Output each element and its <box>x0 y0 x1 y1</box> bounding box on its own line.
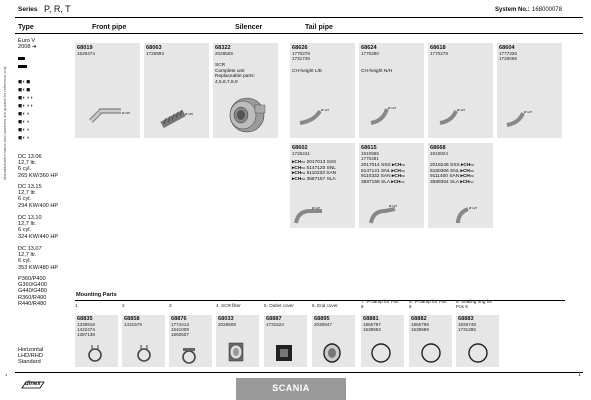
euro-class: Euro V <box>18 38 36 44</box>
column-tail-pipe: Tail pipe <box>305 24 333 31</box>
flex-pipe-drawing <box>144 43 209 138</box>
column-type: Type <box>18 24 34 31</box>
part-card[interactable]: 68618 1770279 Ø 127 <box>428 43 493 138</box>
part-card[interactable]: 68604 1777326 1726066 Ø 127 <box>497 43 562 138</box>
mounting-item[interactable]: 5. Outlet cover <box>264 303 294 308</box>
left-page-mark: 1 <box>5 372 8 377</box>
v-clamp-icon <box>361 315 404 367</box>
mounting-item[interactable]: 3 <box>169 303 172 308</box>
svg-text:Ø 127: Ø 127 <box>457 108 466 112</box>
tail-pipe-drawing <box>497 43 562 138</box>
scr-filter-icon <box>216 315 259 367</box>
mounting-card[interactable]: 68883 1926748 1731285 <box>456 315 499 367</box>
part-card[interactable]: 68615 1910965 1770281 2017014 SSS ▸CHno 5147121 SNL ▸CHno 9110332 SAN ▸CHno 3587158 SLA ▸CHno Ø 127 <box>359 143 424 228</box>
system-number: 168000078 <box>532 7 563 13</box>
mounting-card[interactable]: 68835 1339918 1422474 1387138 <box>75 315 118 367</box>
svg-text:Ø 127: Ø 127 <box>469 206 478 210</box>
mounting-card[interactable]: 68858 1431579 <box>122 315 165 367</box>
mounting-card[interactable]: 68895 2030947 <box>312 315 355 367</box>
footer-rule <box>15 372 583 373</box>
svg-text:Ø 127: Ø 127 <box>389 204 398 208</box>
cross-ref-table: ▸CHno 2017013 SSS ▸CHno 5147120 SNL ▸CHno 9110333 SAN ▸CHno 3587157 SLA <box>292 160 337 182</box>
engine-2: DC 13.15 12,7 ltr. 6 cyl. 294 KW/400 HP <box>18 184 59 209</box>
header-rule <box>15 17 583 18</box>
column-front-pipe: Front pipe <box>92 24 127 31</box>
engine-3: DC 13.10 12,7 ltr. 6 cyl. 324 KW/440 HP <box>18 215 59 240</box>
mounting-item[interactable]: 4. SCR filter <box>216 303 241 308</box>
engine-1-model: DC 13.06 <box>18 154 42 160</box>
engine-1: DC 13.06 12,7 ltr. 6 cyl. 265 KW/360 HP <box>18 154 59 179</box>
side-note: Manufacturers name and numbers are quoted for reference only <box>2 66 7 180</box>
engine-4: DC 13.07 12,7 ltr. 6 cyl. 353 KW/480 HP <box>18 246 59 271</box>
outlet-cover-icon <box>264 315 307 367</box>
mounting-title: Mounting Parts <box>76 292 117 298</box>
part-card[interactable]: 68626 1770278 1731736 CH-height L/E Ø 127 <box>290 43 355 138</box>
silencer-drawing <box>213 43 278 138</box>
tail-pipe-drawing <box>428 143 493 228</box>
orientation: Horizontal LHD/RHD Standard <box>18 347 44 366</box>
mounting-card[interactable]: 68882 1865798 1538689 <box>409 315 452 367</box>
cross-ref-table: 2017014 SSS ▸CHno 5147121 SNL ▸CHno 9110332 SAN ▸CHno 3587158 SLA ▸CHno <box>361 163 406 185</box>
part-card[interactable]: 68602 1726241 ▸CHno 2017013 SSS ▸CHno 5147120 SNL ▸CHno 9110333 SAN ▸CHno 3587157 SLA Ø 127 <box>290 143 355 228</box>
clamp-icon <box>122 315 165 367</box>
svg-text:Ø 127: Ø 127 <box>524 110 533 114</box>
svg-text:Ø 127: Ø 127 <box>388 106 397 110</box>
mounting-card[interactable]: 68887 1731524 <box>264 315 307 367</box>
tail-pipe-drawing <box>359 143 424 228</box>
mounting-item[interactable]: 7. V-clamp for Pos 6 <box>361 299 399 310</box>
mounting-card[interactable]: 68881 1865797 1538692 <box>361 315 404 367</box>
vehicle-icons: ◼◐◼ ◼◐◼ ◼◐◑◑ ◼◐◑◑ ◼◐◑ ◼◐◑ ◼◐◑ ◼◐◑ <box>18 55 48 145</box>
mounting-card[interactable]: 68033 2028509 <box>216 315 259 367</box>
svg-text:Ø 115: Ø 115 <box>185 112 193 116</box>
vehicle-models: P360/P400 G360/G400 G440/G480 R360/R400 R440/R480 <box>18 276 47 307</box>
svg-text:Ø 127: Ø 127 <box>312 206 321 210</box>
page-number: 1 <box>578 372 581 378</box>
sealing-ring-icon <box>456 315 499 367</box>
svg-text:Ø 115: Ø 115 <box>122 111 130 115</box>
mounting-item[interactable]: 1 <box>75 303 78 308</box>
cross-ref-table: 2018246 SSS ▸CHno 5150366 SNL ▸CHno 9111400 SAN ▸CHno 3589354 SLA ▸CHno <box>430 163 475 185</box>
svg-text:Ø 127: Ø 127 <box>321 108 330 112</box>
part-card[interactable]: 68668 1910824 2018246 SSS ▸CHno 5150366 SNL ▸CHno 9111400 SAN ▸CHno 3589354 SLA ▸CHno Ø 127 <box>428 143 493 228</box>
clamp-icon <box>169 315 212 367</box>
part-card[interactable]: 68063 1726993 Ø 115 <box>144 43 209 138</box>
part-card[interactable]: 68019 1529474 Ø 115 <box>75 43 140 138</box>
mounting-item[interactable]: 9. Sealing ring for Pos 6 <box>456 299 493 310</box>
dinex-logo: dinex <box>20 378 46 392</box>
mounting-card[interactable]: 68876 1774413 1541009 1850507 <box>169 315 212 367</box>
year-range: 2008 ➔ <box>18 44 37 50</box>
end-cover-icon <box>312 315 355 367</box>
part-card[interactable]: 68322 2028508 SCR Complete unit Replaceable parts: 4,5,6,7,8,9 <box>213 43 278 138</box>
column-rule <box>15 33 583 34</box>
mounting-item[interactable]: 2 <box>122 303 125 308</box>
tail-pipe-drawing <box>359 43 424 138</box>
system-label: System No.: <box>495 7 530 13</box>
mounting-item[interactable]: 6. End cover <box>312 303 338 308</box>
column-silencer: Silencer <box>235 24 263 31</box>
mounting-item[interactable]: 8. V-clamp for Pos 5 <box>409 299 447 310</box>
front-pipe-drawing <box>75 43 140 138</box>
tail-pipe-drawing <box>428 43 493 138</box>
brand-name: SCANIA <box>272 383 310 393</box>
v-clamp-icon <box>409 315 452 367</box>
tail-pipe-drawing <box>290 43 355 138</box>
series-label: Series <box>18 6 38 13</box>
part-card[interactable]: 68624 1770280 CH-height N/H Ø 127 <box>359 43 424 138</box>
tail-pipe-drawing <box>290 143 355 228</box>
clamp-icon <box>75 315 118 367</box>
series-value: P, R, T <box>44 4 71 14</box>
